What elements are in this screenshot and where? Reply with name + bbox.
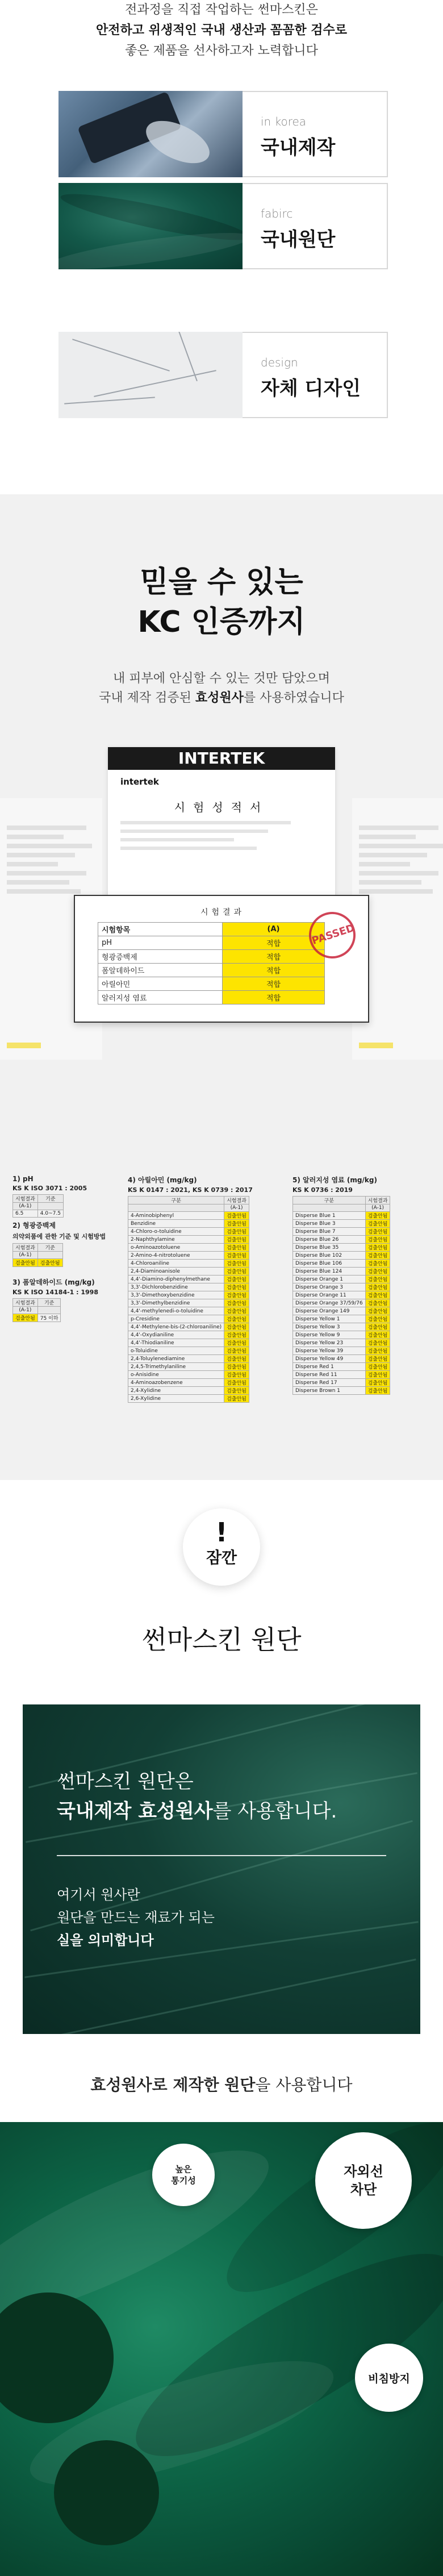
feature-en: fabirc [261,207,293,220]
badge-breathable: 높은 통기성 [152,2144,215,2206]
spec-item: 2-Amino-4-nitrotoluene [128,1252,224,1260]
test-specifications [0,1175,443,1431]
spec-result: 검출안됨 [224,1228,249,1236]
production-section [0,0,443,455]
spec-item: Disperse Yellow 39 [293,1347,366,1355]
panel-divider [57,1855,386,1856]
spec-item: 4-Chloroaniline [128,1260,224,1268]
passed-stamp: PASSED [303,906,361,964]
spec-result: 검출안됨 [224,1395,249,1403]
badge-no-seethrough: 비침방지 [355,2344,423,2412]
spec-item: 2,6-Xylidine [128,1395,224,1403]
spec-item: Disperse Blue 1 [293,1212,366,1220]
table-row [128,1291,249,1299]
notice-label: 잠깐 [206,1548,237,1567]
table-row [293,1260,390,1268]
spec-item: Disperse Yellow 9 [293,1331,366,1339]
spec-item: 4,4'-Diamino-diphenylmethane [128,1276,224,1283]
spec-item: Disperse Blue 7 [293,1228,366,1236]
spec-item: Disperse Yellow 23 [293,1339,366,1347]
spec-item: Disperse Red 1 [293,1363,366,1371]
spec-result: 검출안됨 [365,1315,390,1323]
table-row [128,1315,249,1323]
table-row [128,1323,249,1331]
spec-item: 3,3'-Dimethylbenzidine [128,1299,224,1307]
spec-item: Disperse Yellow 49 [293,1355,366,1363]
table-row [293,1252,390,1260]
spec-item: 4,4'-Methylene-bis-(2-chloroaniline) [128,1323,224,1331]
table-row [128,1347,249,1355]
spec-result: 검출안됨 [365,1299,390,1307]
arylamine-table: 구분 시험결과 (A-1) 4-Aminobiphenyl 검출안됨 Benzidine 검출안됨 4-Chloro-o-toluidine 검출안됨 2-Naphthylamine 검출안됨 o-Aminoazotoluene 검출안됨 2-Amino-4-nitrotoluene 검출안됨 4-Chloroaniline 검출안됨 2,4-Diaminoanisole 검출안됨 4,4'-Diamino-diphenylmethane 검출안됨 3,3'-Dichlorobenzidine 검출안됨 3,3'-Dimethoxybenzidine 검출안됨 3,3'-Dimethylbenzidine 검출안됨 4,4'-methylenedi-o-toluidine 검출안됨 p-Cresidine 검출안됨 4,4'-Methylene-bis-(2-chloroaniline) 검출안됨 4,4'-Oxydianiline 검출안됨 4,4'-Thiodianiline 검출안됨 o-Toluidine 검출안됨 2,4-Toluylenediamine 검출안됨 2,4,5-Trimethylaniline 검출안됨 o-Anisidine 검출안됨 4-Aminoazobenzene 검출안됨 2,4-Xylidine 검출안됨 2,6-Xylidine 검출안됨 [128,1196,249,1403]
feature-kr: 자체 디자인 [261,377,361,400]
exclamation-icon: ! [215,1517,228,1548]
spec-formaldehyde: 3) 폼알데하이드 (mg/kg) KS K ISO 14184-1 : 1998 시험결과 기준 (A-1) 검출안됨 75 이하 [12,1278,98,1322]
table-row [128,1260,249,1268]
table-row [128,1331,249,1339]
spec-item: 2,4-Xylidine [128,1387,224,1395]
spec-item: Disperse Blue 26 [293,1236,366,1244]
test-result-card [74,895,369,1023]
spec-result: 검출안됨 [365,1252,390,1260]
table-row: 폼알데하이드 적합 [98,964,325,977]
spec-result: 검출안됨 [365,1347,390,1355]
table-row [293,1323,390,1331]
fabric-section [0,1480,443,2576]
intro-text [0,0,443,61]
feature-kr: 국내제작 [261,136,336,159]
spec-result: 검출안됨 [224,1323,249,1331]
intertek-logo: intertek [120,777,159,787]
table-row [128,1252,249,1260]
table-row [293,1347,390,1355]
spec-item: Disperse Orange 1 [293,1276,366,1283]
table-row [293,1379,390,1387]
fabric-info-panel [23,1704,420,2034]
spec-item: 4,4'-methylenedi-o-toluidine [128,1307,224,1315]
table-row [293,1371,390,1379]
spec-item: Disperse Orange 11 [293,1291,366,1299]
spec-item: 4,4'-Thiodianiline [128,1339,224,1347]
spec-item: Disperse Blue 35 [293,1244,366,1252]
spec-item: Disperse Yellow 3 [293,1323,366,1331]
spec-item: Disperse Orange 3 [293,1283,366,1291]
spec-item: 2-Naphthylamine [128,1236,224,1244]
spec-item: Disperse Blue 106 [293,1260,366,1268]
feature-card-korea [58,91,388,177]
spec-item: o-Aminoazotoluene [128,1244,224,1252]
spec-item: 2,4,5-Trimethylaniline [128,1363,224,1371]
spec-result: 검출안됨 [224,1283,249,1291]
table-row [128,1379,249,1387]
result-table: 시험항목 (A) pH 적합 형광증백제 적합 폼알데하이드 적합 아릴아민 적합 알러지성 염료 적합 [98,922,325,1004]
kc-subtitle: 내 피부에 안심할 수 있는 것만 담았으며 국내 제작 검증된 효성원사를 사용하였습니다 [99,672,344,705]
table-row [293,1387,390,1395]
spec-item: Disperse Brown 1 [293,1387,366,1395]
table-row [128,1276,249,1283]
intro-line-1: 전과정을 직접 작업하는 썬마스킨은 [125,3,318,17]
decor-circle-1 [0,2292,114,2423]
spec-result: 검출안됨 [365,1307,390,1315]
table-row [293,1291,390,1299]
spec-result: 검출안됨 [224,1299,249,1307]
table-row [128,1236,249,1244]
table-row [128,1355,249,1363]
spec-result: 검출안됨 [365,1260,390,1268]
spec-result: 검출안됨 [365,1220,390,1228]
table-row [293,1268,390,1276]
feature-en: design [261,356,298,369]
table-row [128,1307,249,1315]
kc-section [0,494,443,1480]
spec-result: 검출안됨 [224,1268,249,1276]
table-row: 아릴아민 적합 [98,977,325,991]
spec-result: 검출안됨 [365,1236,390,1244]
spec-result: 검출안됨 [365,1387,390,1395]
spec-result: 검출안됨 [224,1276,249,1283]
green-fabric-image [0,2122,443,2576]
spec-item: 4-Aminoazobenzene [128,1379,224,1387]
table-row [293,1220,390,1228]
spec-result: 검출안됨 [365,1371,390,1379]
spec-arylamine: 4) 아릴아민 (mg/kg) KS K 0147 : 2021, KS K 0739 : 2017 구분 시험결과 (A-1) 4-Aminobiphenyl 검출안됨 Benzidine 검출안됨 4-Chloro-o-toluidine 검출안됨 2-Naphthylamine 검출안됨 o-Aminoazotoluene 검출안됨 2-Amino-4-nitrotoluene 검출안됨 4-Chloroaniline 검출안됨 2,4-Diaminoanisole 검출안됨 4,4'-Diamino-diphenylmethane 검출안됨 3,3'-Dichlorobenzidine 검출안됨 3,3'-Dimethoxybenzidine 검출안됨 3,3'-Dimethylbenzidine 검출안됨 4,4'-methylenedi-o-toluidine 검출안됨 p-Cresidine 검출안됨 4,4'-Methylene-bis-(2-chloroaniline) 검출안됨 4,4'-Oxydianiline 검출안됨 4,4'-Thiodianiline 검출안됨 o-Toluidine 검출안됨 2,4-Toluylenediamine 검출안됨 2,4,5-Trimethylaniline 검출안됨 o-Anisidine 검출안됨 4-Aminoazobenzene 검출안됨 2,4-Xylidine 검출안됨 2,6-Xylidine 검출안됨 [128,1176,253,1402]
spec-result: 검출안됨 [365,1331,390,1339]
spec-item: 4,4'-Oxydianiline [128,1331,224,1339]
spec-result: 검출안됨 [224,1371,249,1379]
spec-result: 검출안됨 [224,1291,249,1299]
spec-result: 검출안됨 [224,1236,249,1244]
fabric-photo [58,183,243,269]
spec-result: 검출안됨 [365,1268,390,1276]
spec-item: o-Anisidine [128,1371,224,1379]
decor-circle-2 [54,2440,159,2545]
spec-item: Benzidine [128,1220,224,1228]
table-row [293,1363,390,1371]
table-row [293,1228,390,1236]
table-row [293,1355,390,1363]
spec-result: 검출안됨 [224,1379,249,1387]
table-row [293,1212,390,1220]
table-row [128,1244,249,1252]
table-row [128,1387,249,1395]
spec-item: o-Toluidine [128,1347,224,1355]
table-row [293,1307,390,1315]
spec-result: 검출안됨 [365,1228,390,1236]
table-row [128,1339,249,1347]
spec-item: Disperse Blue 124 [293,1268,366,1276]
panel-body: 여기서 원사란 원단을 만드는 재료가 되는 실을 의미합니다 [57,1887,215,1948]
spec-item: 3,3'-Dimethoxybenzidine [128,1291,224,1299]
report-header: INTERTEK [108,747,335,770]
spec-item: 4-Aminobiphenyl [128,1212,224,1220]
table-row [293,1244,390,1252]
spec-result: 검출안됨 [365,1339,390,1347]
table-row [293,1331,390,1339]
notice-badge [183,1508,260,1586]
table-row [128,1212,249,1220]
spec-item: 4-Chloro-o-toluidine [128,1228,224,1236]
feature-en: in korea [261,115,307,128]
panel-heading: 썬마스킨 원단은 국내제작 효성원사를 사용합니다. [57,1770,337,1823]
table-row: 알러지성 염료 적합 [98,991,325,1004]
badge-uv-block: 자외선 차단 [315,2132,412,2229]
table-row [128,1371,249,1379]
sewing-photo [58,91,243,177]
feature-card-fabric [58,183,388,269]
spec-result: 검출안됨 [365,1212,390,1220]
table-row [293,1339,390,1347]
spec-item: 2,4-Diaminoanisole [128,1268,224,1276]
intro-line-3: 좋은 제품을 선사하고자 노력합니다 [125,44,318,58]
feature-card-design [58,332,388,418]
spec-result: 검출안됨 [365,1363,390,1371]
table-row [128,1283,249,1291]
spec-item: 2,4-Toluylenediamine [128,1355,224,1363]
table-row [128,1363,249,1371]
spec-result: 검출안됨 [224,1307,249,1315]
fabric-title: 썬마스킨 원단 [141,1624,302,1655]
pattern-photo [58,332,243,418]
spec-item: Disperse Blue 3 [293,1220,366,1228]
spec-result: 검출안됨 [365,1355,390,1363]
table-row [293,1315,390,1323]
spec-ph: 1) pH KS K ISO 3071 : 2005 시험결과 기준 (A-1) 6.5 4.0~7.5 [12,1175,87,1216]
table-row [128,1220,249,1228]
spec-result: 검출안됨 [224,1252,249,1260]
spec-result: 검출안됨 [224,1260,249,1268]
table-row [128,1228,249,1236]
spec-result: 검출안됨 [365,1244,390,1252]
table-row [128,1268,249,1276]
spec-result: 검출안됨 [224,1363,249,1371]
spec-allergenic-dye: 5) 알러지성 염료 (mg/kg) KS K 0736 : 2019 구분 시험결과 (A-1) Disperse Blue 1 검출안됨 Disperse Blue 3 검출안됨 Disperse Blue 7 검출안됨 Disperse Blue 26 검출안됨 Disperse Blue 35 검출안됨 Disperse Blue 102 검출안됨 Disperse Blue 106 검출안됨 Disperse Blue 124 검출안됨 Disperse Orange 1 검출안됨 Disperse Orange 3 검출안됨 Disperse Orange 11 검출안됨 Disperse Orange 37/59/76 검출안됨 Disperse Orange 149 검출안됨 Disperse Yellow 1 검출안됨 Disperse Yellow 3 검출안됨 Disperse Yellow 9 검출안됨 Disperse Yellow 23 검출안됨 Disperse Yellow 39 검출안됨 Disperse Yellow 49 검출안됨 Disperse Red 1 검출안됨 Disperse Red 11 검출안됨 Disperse Red 17 검출안됨 Disperse Brown 1 검출안됨 [292,1175,390,1395]
table-row: pH 적합 [98,936,325,950]
spec-result: 검출안됨 [365,1291,390,1299]
table-row [128,1299,249,1307]
spec-result: 검출안됨 [224,1355,249,1363]
result-title: 시험결과 [200,908,245,917]
spec-result: 검출안됨 [224,1220,249,1228]
table-row [128,1395,249,1403]
spec-result: 검출안됨 [365,1276,390,1283]
spec-result: 검출안됨 [224,1347,249,1355]
made-with-text: 효성원사로 제작한 원단을 사용합니다 [90,2075,353,2094]
spec-item: Disperse Red 17 [293,1379,366,1387]
spec-item: p-Cresidine [128,1315,224,1323]
table-row [293,1276,390,1283]
report-title: 시험성적서 [174,801,269,814]
spec-result: 검출안됨 [365,1283,390,1291]
spec-item: 3,3'-Dichlorobenzidine [128,1283,224,1291]
feature-kr: 국내원단 [261,228,336,251]
spec-result: 검출안됨 [224,1244,249,1252]
spec-item: Disperse Red 11 [293,1371,366,1379]
spec-result: 검출안됨 [224,1339,249,1347]
spec-item: Disperse Yellow 1 [293,1315,366,1323]
spec-item: Disperse Orange 37/59/76 [293,1299,366,1307]
spec-result: 검출안됨 [224,1387,249,1395]
table-row [293,1236,390,1244]
spec-fluorescent: 2) 형광증백제 의약외품에 관한 기준 및 시험방법 시험결과 기준 (A-1) 검출안됨 검출안됨 [12,1222,106,1266]
spec-result: 검출안됨 [224,1331,249,1339]
spec-item: Disperse Orange 149 [293,1307,366,1315]
spec-result: 검출안됨 [224,1315,249,1323]
spec-result: 검출안됨 [365,1323,390,1331]
spec-result: 검출안됨 [224,1212,249,1220]
kc-title: 믿을 수 있는 KC 인증까지 [137,565,306,639]
table-row [293,1299,390,1307]
spec-item: Disperse Blue 102 [293,1252,366,1260]
dye-table: 구분 시험결과 (A-1) Disperse Blue 1 검출안됨 Disperse Blue 3 검출안됨 Disperse Blue 7 검출안됨 Disperse Blue 26 검출안됨 Disperse Blue 35 검출안됨 Disperse Blue 102 검출안됨 Disperse Blue 106 검출안됨 Disperse Blue 124 검출안됨 Disperse Orange 1 검출안됨 Disperse Orange 3 검출안됨 Disperse Orange 11 검출안됨 Disperse Orange 37/59/76 검출안됨 Disperse Orange 149 검출안됨 Disperse Yellow 1 검출안됨 Disperse Yellow 3 검출안됨 Disperse Yellow 9 검출안됨 Disperse Yellow 23 검출안됨 Disperse Yellow 39 검출안됨 Disperse Yellow 49 검출안됨 Disperse Red 1 검출안됨 Disperse Red 11 검출안됨 Disperse Red 17 검출안됨 Disperse Brown 1 검출안됨 [292,1196,390,1395]
intro-line-2: 안전하고 위생적인 국내 생산과 꼼꼼한 검수로 [95,23,348,37]
spec-result: 검출안됨 [365,1379,390,1387]
table-row: 형광증백제 적합 [98,950,325,964]
table-row [293,1283,390,1291]
